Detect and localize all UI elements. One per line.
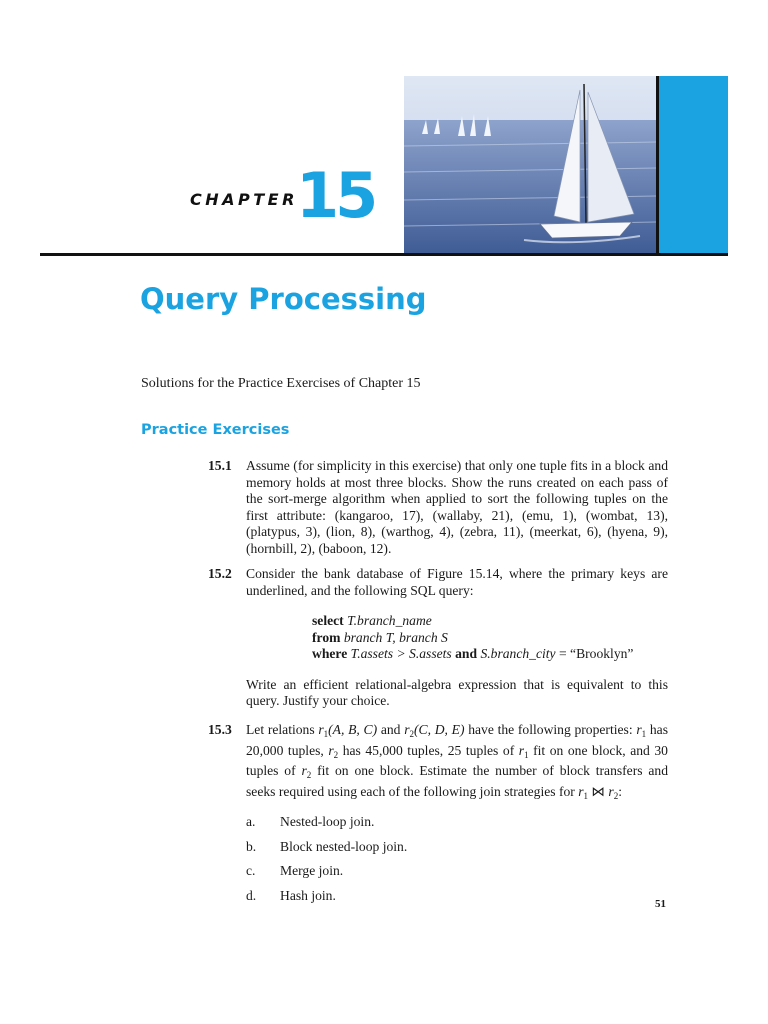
sql-query: [312, 613, 668, 663]
text-run: has 20,000 tuples,: [246, 722, 668, 758]
sql-keyword: and: [455, 646, 478, 661]
subscript: 1: [641, 729, 647, 739]
list-item: [246, 814, 668, 831]
sql-select-line: [312, 613, 668, 630]
exercise-text: Assume (for simplicity in this exercise) that only one tuple fits in a block and memory holds at most three blocks. Show the runs created on each pass of the sort-merge algorithm when applied to sort the following tuples on the first attribute: (kangaroo, 17), (wallaby, 21), (emu, 1), (wombat, 13), (platypus, 3), (lion, 8), (warthog, 4), (zebra, 11), (meerkat, 6), (hyena, 9), (hornbill, 2), (baboon, 12).: [246, 458, 668, 556]
relation-attrs: (A, B, C): [328, 722, 378, 737]
relation-name: r: [301, 763, 307, 778]
relation-name: r: [318, 722, 324, 737]
list-item: [246, 863, 668, 880]
text-run: :: [618, 783, 622, 799]
exercise-number: 15.2: [208, 566, 232, 581]
chapter-number: 15: [296, 159, 375, 232]
subscript: 1: [583, 790, 588, 801]
item-letter: a.: [246, 814, 256, 829]
exercise-text: Consider the bank database of Figure 15.14, where the primary keys are underlined, and the following SQL query:: [246, 566, 668, 598]
exercise-15-3: [208, 722, 668, 912]
text-run: have the following properties:: [464, 722, 637, 737]
item-letter: d.: [246, 887, 257, 903]
chapter-accent-bar: [656, 76, 728, 254]
exercise-15-1: [208, 458, 668, 557]
item-label: Nested-loop join.: [280, 814, 375, 829]
section-heading: Practice Exercises: [141, 422, 290, 438]
text-run: Let relations: [246, 722, 319, 737]
subscript: 2: [306, 770, 312, 780]
item-label: Block nested-loop join.: [280, 838, 408, 854]
sql-expression: T.assets > S.assets: [350, 646, 452, 661]
sql-keyword: where: [312, 646, 348, 661]
sql-where-line: [312, 646, 668, 663]
sql-expression: S.branch_city: [480, 646, 556, 661]
exercise-15-2: [208, 566, 668, 710]
list-item: [246, 839, 668, 856]
chapter-title: Query Processing: [140, 282, 427, 316]
list-item: [246, 888, 668, 905]
exercise-text: [246, 722, 668, 804]
join-symbol: ⋈: [588, 783, 609, 799]
relation-name: r: [608, 783, 614, 799]
sql-literal: = “Brooklyn”: [555, 646, 634, 661]
item-label: Merge join.: [280, 863, 344, 878]
relation-name: r: [328, 742, 334, 758]
intro-text: Solutions for the Practice Exercises of Chapter 15: [141, 376, 421, 391]
text-run: and: [377, 722, 405, 737]
relation-name: r: [636, 722, 642, 737]
subscript: 2: [613, 790, 619, 801]
page-number: 51: [655, 898, 666, 910]
relation-name: r: [578, 783, 584, 799]
sql-keyword: select: [312, 613, 344, 628]
relation-attrs: (C, D, E): [414, 722, 465, 737]
subscript: 1: [323, 729, 329, 739]
sql-keyword: from: [312, 629, 341, 645]
exercise-followup: Write an efficient relational-algebra expression that is equivalent to this query. Justify your choice.: [246, 676, 668, 708]
header-rule: [40, 253, 728, 256]
chapter-label: CHAPTER: [190, 190, 298, 209]
text-run: fit on one block. Estimate the number of block transfers and seeks required using each of the following join strategies for: [246, 763, 668, 799]
item-letter: c.: [246, 863, 256, 878]
item-letter: b.: [246, 838, 257, 854]
subscript: 2: [409, 729, 414, 739]
text-run: has 45,000 tuples, 25 tuples of: [338, 742, 519, 758]
sql-from-line: [312, 630, 668, 647]
text-run: fit on one block, and 30 tuples of: [246, 742, 668, 778]
join-strategy-list: [246, 814, 668, 904]
exercise-number: 15.1: [208, 458, 232, 473]
exercise-number: 15.3: [208, 722, 232, 737]
relation-name: r: [404, 722, 410, 737]
sql-expression: branch T, branch S: [343, 629, 448, 645]
subscript: 1: [524, 749, 529, 760]
subscript: 2: [333, 749, 339, 760]
sailboat-photo: [404, 76, 656, 254]
relation-name: r: [518, 742, 525, 758]
item-label: Hash join.: [280, 887, 336, 903]
sql-expression: T.branch_name: [347, 613, 432, 628]
